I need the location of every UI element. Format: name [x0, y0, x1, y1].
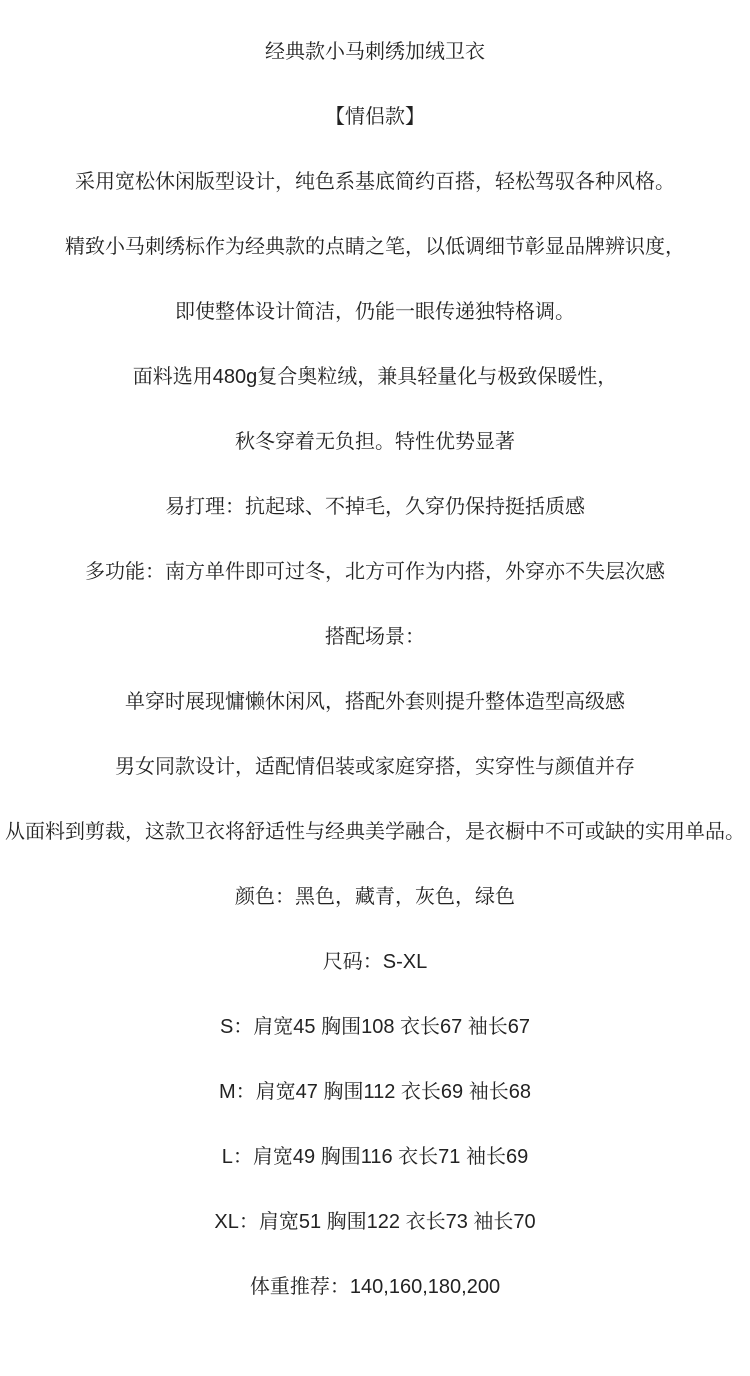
size-chart-row-xl: XL：肩宽51 胸围122 衣长73 袖长70 — [214, 1211, 536, 1233]
description-line: 男女同款设计，适配情侣装或家庭穿搭，实穿性与颜值并存 — [115, 756, 635, 778]
variant-badge: 【情侣款】 — [325, 106, 425, 128]
styling-scenarios-heading: 搭配场景： — [325, 626, 425, 648]
description-line: 秋冬穿着无负担。特性优势显著 — [235, 431, 515, 453]
product-title: 经典款小马刺绣加绒卫衣 — [265, 41, 485, 63]
colors-line: 颜色：黑色，藏青，灰色，绿色 — [235, 886, 515, 908]
description-line: 单穿时展现慵懒休闲风，搭配外套则提升整体造型高级感 — [125, 691, 625, 713]
description-line: 面料选用480g复合奥粒绒，兼具轻量化与极致保暖性， — [132, 366, 618, 388]
size-chart-row-s: S：肩宽45 胸围108 衣长67 袖长67 — [219, 1016, 531, 1038]
description-line: 精致小马刺绣标作为经典款的点睛之笔，以低调细节彰显品牌辨识度， — [65, 236, 685, 258]
description-line: 从面料到剪裁，这款卫衣将舒适性与经典美学融合，是衣橱中不可或缺的实用单品。 — [5, 821, 745, 843]
feature-line-easy-care: 易打理：抗起球、不掉毛，久穿仍保持挺括质感 — [165, 496, 585, 518]
size-range-line: 尺码：S-XL — [322, 951, 428, 973]
size-chart-row-l: L：肩宽49 胸围116 衣长71 袖长69 — [221, 1146, 529, 1168]
weight-recommendation-line: 体重推荐：140,160,180,200 — [249, 1276, 501, 1298]
size-chart-row-m: M：肩宽47 胸围112 衣长69 袖长68 — [219, 1081, 531, 1103]
feature-line-multifunction: 多功能：南方单件即可过冬，北方可作为内搭，外穿亦不失层次感 — [85, 561, 665, 583]
description-line: 即使整体设计简洁，仍能一眼传递独特格调。 — [175, 301, 575, 323]
description-line: 采用宽松休闲版型设计，纯色系基底简约百搭，轻松驾驭各种风格。 — [75, 171, 675, 193]
